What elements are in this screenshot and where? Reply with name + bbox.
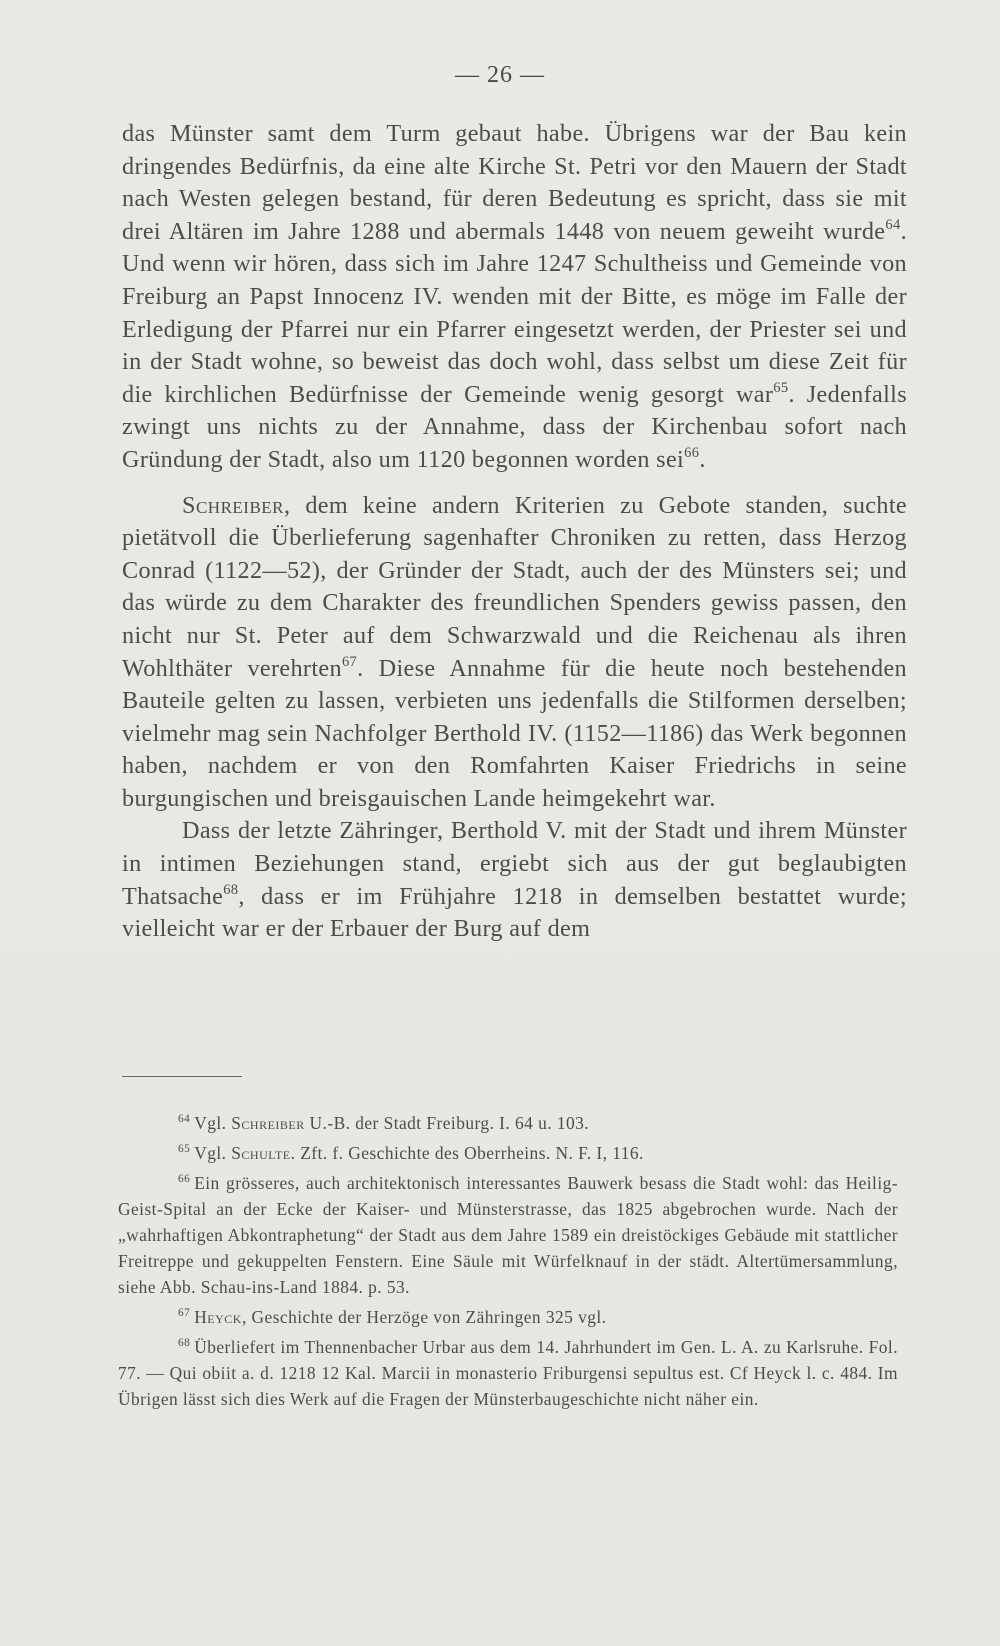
paragraph-3-text-b: , dass er im Frühjahre 1218 in demselben bestattet wurde; vielleicht war er der Erbauer der Burg auf dem [122,882,907,943]
paragraph-1 [122,118,907,477]
footnote-68 [118,1334,898,1412]
footnote-text: Ein grösseres, auch architektonisch interessantes Bauwerk besass die Stadt wohl: das Heilig-Geist-Spital an der Ecke der Kaiser- und Münsterstrasse, das 1825 abgebrochen wurde. Nach der „wahrhaftigen Abkontraphetung“ der Stadt aus dem Jahre 1589 ein dreistöckiges Gebäude mit stattlicher Freitreppe und gekuppelten Fenstern. Eine Säule mit Würfelknauf in der städt. Altertümersammlung, siehe Abb. Schau-ins-Land 1884. p. 53. [118,1173,898,1297]
footnote-text: . Zft. f. Geschichte des Oberrheins. N. F. I, 116. [290,1143,644,1163]
footnote-ref-68[interactable]: 68 [223,881,239,898]
footnote-author: Heyck [194,1307,242,1327]
paragraph-3-text-a: Dass der letzte Zähringer, Berthold V. mit der Stadt und ihrem Münster in intimen Beziehungen stand, ergiebt sich aus der gut beglaubigten Thatsache [122,817,907,910]
footnote-number: 66 [178,1173,191,1186]
footnote-64 [118,1110,898,1136]
footnote-ref-64[interactable]: 64 [885,216,901,233]
footnote-number: 67 [178,1307,191,1320]
author-name-schreiber: Schreiber [182,491,285,519]
footnote-prefix: Vgl. [194,1113,232,1133]
footnote-ref-65[interactable]: 65 [773,379,789,396]
paragraph-1-text-a: das Münster samt dem Turm gebaut habe. Übrigens war der Bau kein dringendes Bedürfnis, da eine alte Kirche St. Petri vor den Mauern der Stadt nach Westen gelegen bestand, für deren Bedeutung es spricht, dass sie mit drei Altären im Jahre 1288 und abermals 1448 von neuem geweiht wurde [122,120,907,245]
footnote-text: , Geschichte der Herzöge von Zähringen 325 vgl. [241,1307,607,1327]
footnote-number: 64 [178,1113,191,1126]
footnote-author: Schreiber [231,1113,305,1133]
footnote-67 [118,1304,898,1330]
footnote-text: Überliefert im Thennenbacher Urbar aus dem 14. Jahrhundert im Gen. L. A. zu Karlsruhe. Fol. 77. — Qui obiit a. d. 1218 12 Kal. Marcii in monasterio Friburgensi sepultus est. Cf Heyck l. c. 484. Im Übrigen lässt sich dies Werk auf die Fragen der Münsterbaugeschichte nicht näher ein. [118,1337,898,1409]
paragraph-1-text-c: . Jedenfalls zwingt uns nichts zu der Annahme, dass der Kirchenbau sofort nach Gründung der Stadt, also um 1120 begonnen worden sei [122,380,907,473]
page-number: — 26 — [455,62,545,88]
paragraph-1-text-b: . Und wenn wir hören, dass sich im Jahre 1247 Schultheiss und Gemeinde von Freiburg an Papst Innocenz IV. wenden mit der Bitte, es möge im Falle der Erledigung der Pfarrei nur ein Pfarrer eingesetzt werden, der Priester sei und in der Stadt wohne, so beweist das doch wohl, dass selbst um diese Zeit für die kirchlichen Bedürfnisse der Gemeinde wenig gesorgt war [122,217,907,408]
footnote-prefix: Vgl. [194,1143,232,1163]
footnote-text: U.-B. der Stadt Freiburg. I. 64 u. 103. [304,1113,590,1133]
footnote-number: 65 [178,1143,191,1156]
footnote-separator [122,1076,242,1077]
footnote-ref-67[interactable]: 67 [341,653,358,670]
paragraph-2-text-b: . Diese Annahme für die heute noch bestehenden Bauteile gelten zu lassen, verbieten uns jedenfalls die Stilformen derselben; vielmehr mag sein Nachfolger Berthold IV. (1152—1186) das Werk begonnen haben, nachdem er von den Romfahrten Kaiser Friedrichs in seine burgungischen und breisgauischen Lande heimgekehrt war. [122,654,908,812]
main-text [122,118,907,946]
footnote-66 [118,1170,898,1300]
footnote-author: Schulte [231,1143,291,1163]
paragraph-2-text-a: , dem keine andern Kriterien zu Gebote standen, suchte pietätvoll die Überlieferung sagenhafter Chroniken zu retten, dass Herzog Conrad (1122—52), der Gründer der Stadt, auch der des Münsters sei; und das würde zu dem Charakter des freundlichen Spenders gewiss passen, den nicht nur St. Peter auf dem Schwarzwald und die Reichenau als ihren Wohlthäter verehrten [122,491,907,682]
footnote-number: 68 [178,1337,191,1350]
paragraph-1-text-d: . [699,445,706,473]
footnote-65 [118,1140,898,1166]
paragraph-3 [122,815,907,945]
paragraph-2 [122,490,907,816]
footnote-ref-66[interactable]: 66 [684,444,700,461]
footnotes [118,1110,898,1416]
